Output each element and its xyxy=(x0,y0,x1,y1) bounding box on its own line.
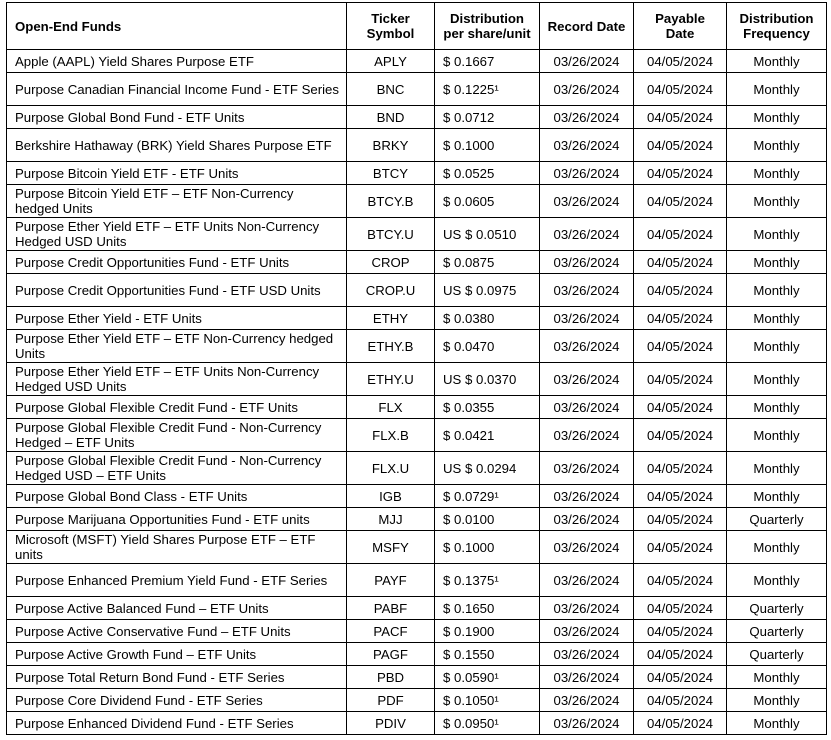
table-row xyxy=(7,620,827,643)
distribution-cell: $ 0.0590¹ xyxy=(435,666,540,689)
distribution-cell: $ 0.1550 xyxy=(435,643,540,666)
payable-date-cell: 04/05/2024 xyxy=(634,419,727,452)
distribution-cell: US $ 0.0370 xyxy=(435,363,540,396)
distribution-cell: US $ 0.0294 xyxy=(435,452,540,485)
record-date-cell: 03/26/2024 xyxy=(540,251,634,274)
distribution-cell: $ 0.1000 xyxy=(435,129,540,162)
fund-name-cell: Purpose Bitcoin Yield ETF – ETF Non-Currency hedged Units xyxy=(7,185,347,218)
table-row xyxy=(7,251,827,274)
payable-date-cell: 04/05/2024 xyxy=(634,363,727,396)
distribution-cell: $ 0.0950¹ xyxy=(435,712,540,735)
record-date-cell: 03/26/2024 xyxy=(540,274,634,307)
ticker-cell: FLX xyxy=(347,396,435,419)
ticker-cell: ETHY xyxy=(347,307,435,330)
payable-date-cell: 04/05/2024 xyxy=(634,251,727,274)
table-row xyxy=(7,689,827,712)
payable-date-cell: 04/05/2024 xyxy=(634,129,727,162)
payable-date-cell: 04/05/2024 xyxy=(634,564,727,597)
ticker-cell: PDF xyxy=(347,689,435,712)
payable-date-cell: 04/05/2024 xyxy=(634,162,727,185)
table-row xyxy=(7,363,827,396)
fund-name-cell: Purpose Marijuana Opportunities Fund - ETF units xyxy=(7,508,347,531)
frequency-cell: Monthly xyxy=(727,162,827,185)
fund-name-cell: Purpose Credit Opportunities Fund - ETF Units xyxy=(7,251,347,274)
ticker-cell: IGB xyxy=(347,485,435,508)
ticker-cell: CROP xyxy=(347,251,435,274)
record-date-cell: 03/26/2024 xyxy=(540,50,634,73)
record-date-cell: 03/26/2024 xyxy=(540,712,634,735)
table-row xyxy=(7,185,827,218)
table-row xyxy=(7,485,827,508)
table-row xyxy=(7,396,827,419)
fund-name-cell: Purpose Core Dividend Fund - ETF Series xyxy=(7,689,347,712)
payable-date-cell: 04/05/2024 xyxy=(634,485,727,508)
frequency-cell: Monthly xyxy=(727,363,827,396)
ticker-cell: FLX.U xyxy=(347,452,435,485)
fund-name-cell: Purpose Global Flexible Credit Fund - Non-Currency Hedged USD – ETF Units xyxy=(7,452,347,485)
payable-date-cell: 04/05/2024 xyxy=(634,508,727,531)
fund-name-cell: Purpose Ether Yield - ETF Units xyxy=(7,307,347,330)
header-fund: Open-End Funds xyxy=(7,3,347,50)
table-row xyxy=(7,564,827,597)
distribution-cell: $ 0.0421 xyxy=(435,419,540,452)
frequency-cell: Monthly xyxy=(727,218,827,251)
payable-date-cell: 04/05/2024 xyxy=(634,643,727,666)
record-date-cell: 03/26/2024 xyxy=(540,643,634,666)
record-date-cell: 03/26/2024 xyxy=(540,185,634,218)
payable-date-cell: 04/05/2024 xyxy=(634,218,727,251)
payable-date-cell: 04/05/2024 xyxy=(634,531,727,564)
frequency-cell: Monthly xyxy=(727,73,827,106)
table-body xyxy=(7,50,827,735)
frequency-cell: Quarterly xyxy=(727,597,827,620)
table-row xyxy=(7,712,827,735)
distribution-cell: $ 0.1650 xyxy=(435,597,540,620)
table-row xyxy=(7,218,827,251)
frequency-cell: Monthly xyxy=(727,330,827,363)
fund-name-cell: Microsoft (MSFT) Yield Shares Purpose ETF – ETF units xyxy=(7,531,347,564)
fund-name-cell: Purpose Active Growth Fund – ETF Units xyxy=(7,643,347,666)
payable-date-cell: 04/05/2024 xyxy=(634,620,727,643)
table-row xyxy=(7,129,827,162)
record-date-cell: 03/26/2024 xyxy=(540,597,634,620)
ticker-cell: PBD xyxy=(347,666,435,689)
record-date-cell: 03/26/2024 xyxy=(540,564,634,597)
payable-date-cell: 04/05/2024 xyxy=(634,330,727,363)
payable-date-cell: 04/05/2024 xyxy=(634,106,727,129)
table-row xyxy=(7,106,827,129)
distribution-cell: $ 0.0729¹ xyxy=(435,485,540,508)
fund-name-cell: Purpose Credit Opportunities Fund - ETF USD Units xyxy=(7,274,347,307)
payable-date-cell: 04/05/2024 xyxy=(634,396,727,419)
distribution-cell: US $ 0.0975 xyxy=(435,274,540,307)
frequency-cell: Monthly xyxy=(727,50,827,73)
ticker-cell: APLY xyxy=(347,50,435,73)
fund-name-cell: Apple (AAPL) Yield Shares Purpose ETF xyxy=(7,50,347,73)
record-date-cell: 03/26/2024 xyxy=(540,330,634,363)
table-row xyxy=(7,162,827,185)
distribution-cell: $ 0.0470 xyxy=(435,330,540,363)
distribution-cell: $ 0.0380 xyxy=(435,307,540,330)
ticker-cell: BNC xyxy=(347,73,435,106)
record-date-cell: 03/26/2024 xyxy=(540,452,634,485)
ticker-cell: PDIV xyxy=(347,712,435,735)
frequency-cell: Monthly xyxy=(727,185,827,218)
frequency-cell: Monthly xyxy=(727,712,827,735)
record-date-cell: 03/26/2024 xyxy=(540,485,634,508)
distribution-cell: $ 0.0525 xyxy=(435,162,540,185)
payable-date-cell: 04/05/2024 xyxy=(634,73,727,106)
distribution-cell: $ 0.0100 xyxy=(435,508,540,531)
ticker-cell: PACF xyxy=(347,620,435,643)
distribution-cell: $ 0.0355 xyxy=(435,396,540,419)
table-row xyxy=(7,73,827,106)
ticker-cell: ETHY.B xyxy=(347,330,435,363)
record-date-cell: 03/26/2024 xyxy=(540,666,634,689)
frequency-cell: Monthly xyxy=(727,452,827,485)
frequency-cell: Quarterly xyxy=(727,643,827,666)
distribution-cell: $ 0.1050¹ xyxy=(435,689,540,712)
record-date-cell: 03/26/2024 xyxy=(540,162,634,185)
frequency-cell: Quarterly xyxy=(727,508,827,531)
table-row xyxy=(7,508,827,531)
ticker-cell: ETHY.U xyxy=(347,363,435,396)
distribution-cell: $ 0.0712 xyxy=(435,106,540,129)
frequency-cell: Monthly xyxy=(727,106,827,129)
ticker-cell: PAGF xyxy=(347,643,435,666)
table-row xyxy=(7,330,827,363)
table-row xyxy=(7,419,827,452)
table-row xyxy=(7,452,827,485)
record-date-cell: 03/26/2024 xyxy=(540,106,634,129)
fund-name-cell: Purpose Bitcoin Yield ETF - ETF Units xyxy=(7,162,347,185)
distribution-cell: $ 0.0605 xyxy=(435,185,540,218)
header-payable-date: Payable Date xyxy=(634,3,727,50)
ticker-cell: BND xyxy=(347,106,435,129)
table-row xyxy=(7,50,827,73)
distribution-cell: $ 0.1667 xyxy=(435,50,540,73)
record-date-cell: 03/26/2024 xyxy=(540,129,634,162)
ticker-cell: BRKY xyxy=(347,129,435,162)
frequency-cell: Monthly xyxy=(727,485,827,508)
frequency-cell: Monthly xyxy=(727,564,827,597)
ticker-cell: MJJ xyxy=(347,508,435,531)
record-date-cell: 03/26/2024 xyxy=(540,531,634,564)
frequency-cell: Monthly xyxy=(727,251,827,274)
payable-date-cell: 04/05/2024 xyxy=(634,597,727,620)
record-date-cell: 03/26/2024 xyxy=(540,689,634,712)
frequency-cell: Monthly xyxy=(727,531,827,564)
fund-name-cell: Purpose Active Conservative Fund – ETF Units xyxy=(7,620,347,643)
ticker-cell: BTCY.U xyxy=(347,218,435,251)
header-distribution: Distribution per share/unit xyxy=(435,3,540,50)
fund-name-cell: Purpose Ether Yield ETF – ETF Non-Currency hedged Units xyxy=(7,330,347,363)
header-ticker: Ticker Symbol xyxy=(347,3,435,50)
frequency-cell: Quarterly xyxy=(727,620,827,643)
frequency-cell: Monthly xyxy=(727,419,827,452)
record-date-cell: 03/26/2024 xyxy=(540,396,634,419)
payable-date-cell: 04/05/2024 xyxy=(634,452,727,485)
distribution-cell: $ 0.1900 xyxy=(435,620,540,643)
header-frequency: Distribution Frequency xyxy=(727,3,827,50)
fund-name-cell: Purpose Ether Yield ETF – ETF Units Non-Currency Hedged USD Units xyxy=(7,363,347,396)
ticker-cell: BTCY xyxy=(347,162,435,185)
record-date-cell: 03/26/2024 xyxy=(540,218,634,251)
payable-date-cell: 04/05/2024 xyxy=(634,185,727,218)
fund-name-cell: Purpose Active Balanced Fund – ETF Units xyxy=(7,597,347,620)
distributions-table xyxy=(6,2,827,735)
payable-date-cell: 04/05/2024 xyxy=(634,274,727,307)
frequency-cell: Monthly xyxy=(727,129,827,162)
table-row xyxy=(7,307,827,330)
fund-name-cell: Purpose Ether Yield ETF – ETF Units Non-Currency Hedged USD Units xyxy=(7,218,347,251)
distribution-cell: $ 0.1000 xyxy=(435,531,540,564)
fund-name-cell: Purpose Enhanced Premium Yield Fund - ETF Series xyxy=(7,564,347,597)
record-date-cell: 03/26/2024 xyxy=(540,620,634,643)
distribution-cell: $ 0.0875 xyxy=(435,251,540,274)
fund-name-cell: Purpose Canadian Financial Income Fund - ETF Series xyxy=(7,73,347,106)
fund-name-cell: Purpose Enhanced Dividend Fund - ETF Series xyxy=(7,712,347,735)
fund-name-cell: Berkshire Hathaway (BRK) Yield Shares Purpose ETF xyxy=(7,129,347,162)
distribution-cell: $ 0.1225¹ xyxy=(435,73,540,106)
frequency-cell: Monthly xyxy=(727,666,827,689)
payable-date-cell: 04/05/2024 xyxy=(634,666,727,689)
payable-date-cell: 04/05/2024 xyxy=(634,689,727,712)
payable-date-cell: 04/05/2024 xyxy=(634,712,727,735)
ticker-cell: MSFY xyxy=(347,531,435,564)
payable-date-cell: 04/05/2024 xyxy=(634,50,727,73)
payable-date-cell: 04/05/2024 xyxy=(634,307,727,330)
table-row xyxy=(7,666,827,689)
frequency-cell: Monthly xyxy=(727,274,827,307)
header-record-date: Record Date xyxy=(540,3,634,50)
frequency-cell: Monthly xyxy=(727,396,827,419)
frequency-cell: Monthly xyxy=(727,689,827,712)
fund-name-cell: Purpose Global Flexible Credit Fund - Non-Currency Hedged – ETF Units xyxy=(7,419,347,452)
record-date-cell: 03/26/2024 xyxy=(540,73,634,106)
ticker-cell: PAYF xyxy=(347,564,435,597)
fund-name-cell: Purpose Global Bond Fund - ETF Units xyxy=(7,106,347,129)
record-date-cell: 03/26/2024 xyxy=(540,307,634,330)
ticker-cell: CROP.U xyxy=(347,274,435,307)
distribution-cell: $ 0.1375¹ xyxy=(435,564,540,597)
fund-name-cell: Purpose Total Return Bond Fund - ETF Series xyxy=(7,666,347,689)
fund-name-cell: Purpose Global Flexible Credit Fund - ETF Units xyxy=(7,396,347,419)
record-date-cell: 03/26/2024 xyxy=(540,508,634,531)
table-row xyxy=(7,597,827,620)
table-row xyxy=(7,274,827,307)
table-row xyxy=(7,531,827,564)
table-row xyxy=(7,643,827,666)
record-date-cell: 03/26/2024 xyxy=(540,363,634,396)
header-row xyxy=(7,3,827,50)
distribution-cell: US $ 0.0510 xyxy=(435,218,540,251)
ticker-cell: FLX.B xyxy=(347,419,435,452)
fund-name-cell: Purpose Global Bond Class - ETF Units xyxy=(7,485,347,508)
record-date-cell: 03/26/2024 xyxy=(540,419,634,452)
frequency-cell: Monthly xyxy=(727,307,827,330)
ticker-cell: BTCY.B xyxy=(347,185,435,218)
ticker-cell: PABF xyxy=(347,597,435,620)
